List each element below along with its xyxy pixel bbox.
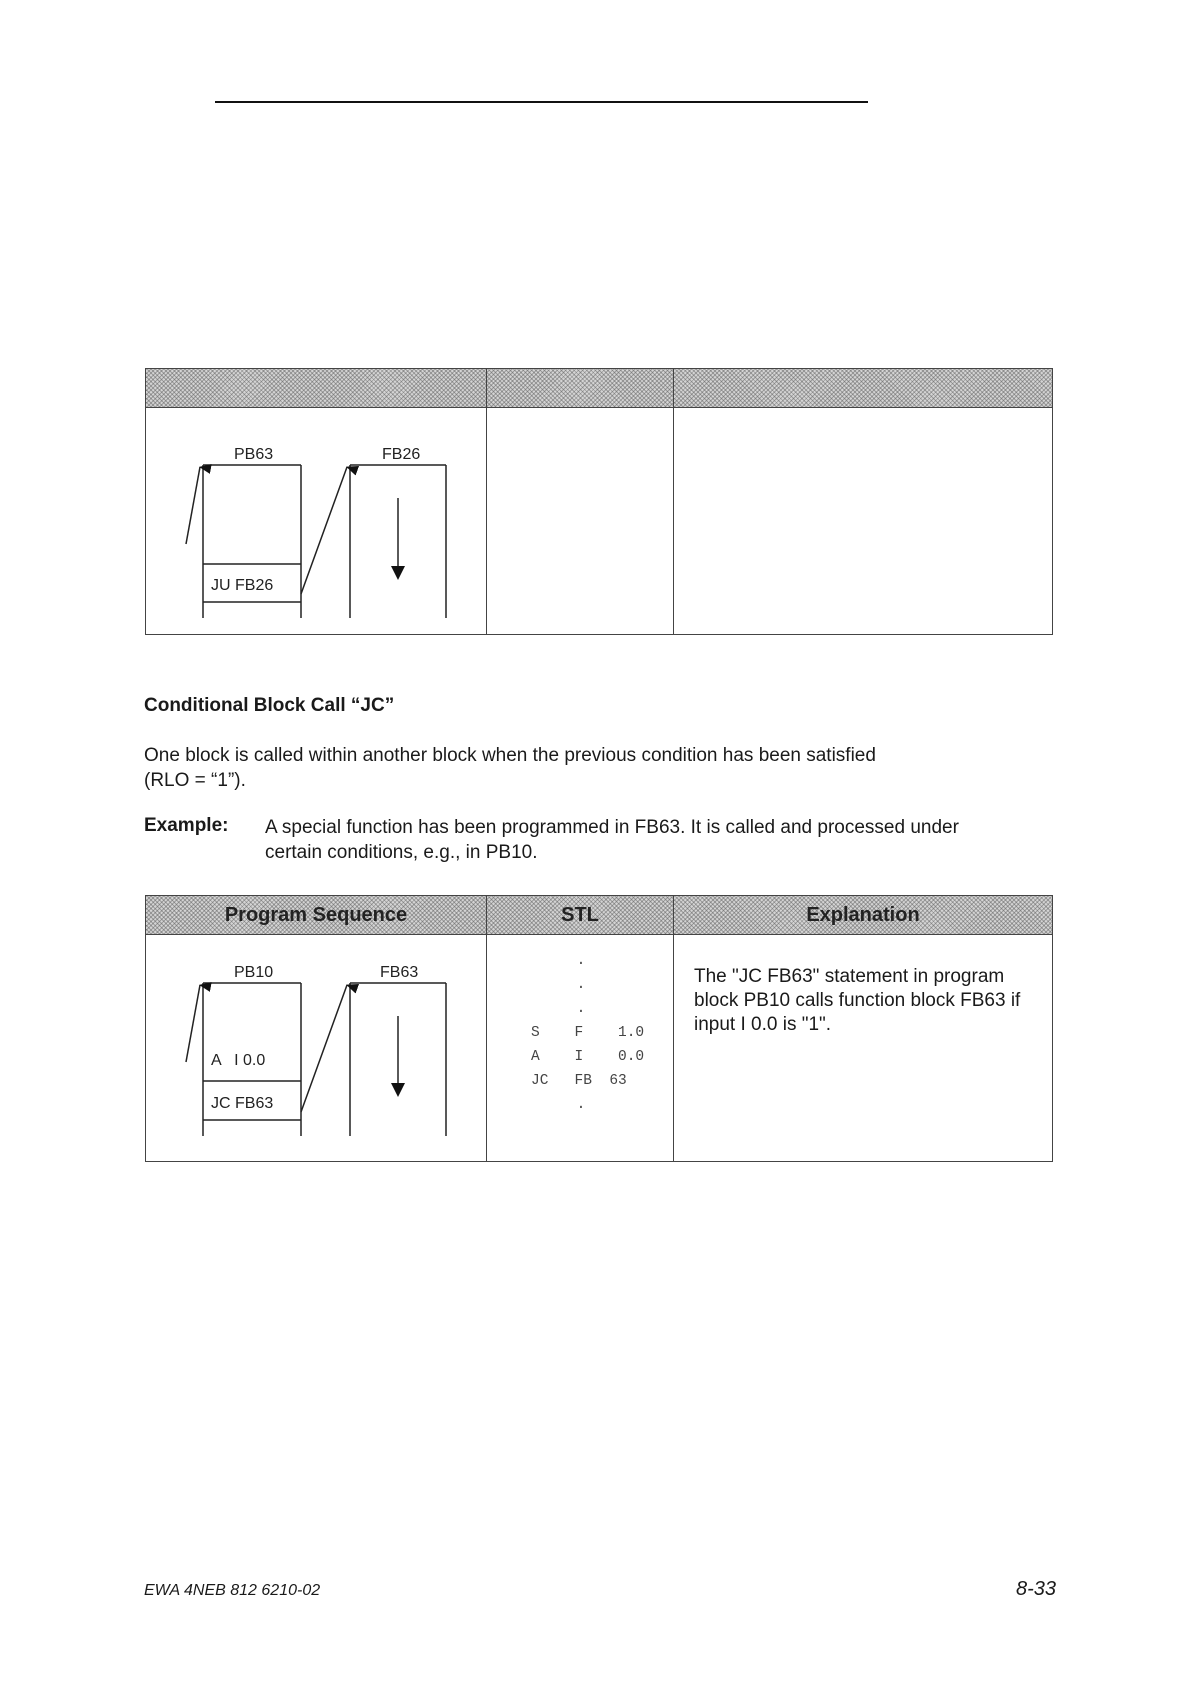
stl-line: . — [576, 977, 586, 993]
condition-statement: A I 0.0 — [211, 1052, 266, 1069]
process-arrow-head — [391, 1083, 405, 1097]
left-block-label: PB63 — [234, 446, 274, 463]
stl-line: . — [576, 953, 586, 969]
process-arrow-head — [391, 566, 405, 580]
stl-line: . — [576, 1001, 586, 1017]
stl-cell — [487, 408, 674, 635]
stl-listing — [487, 935, 673, 1117]
table-header-row — [146, 896, 1053, 935]
left-block-label: PB10 — [234, 964, 274, 981]
program-sequence-diagram-cell — [146, 935, 487, 1162]
block-call-table-2 — [145, 895, 1053, 1162]
header-stl: STL — [487, 896, 674, 935]
jump-arrow — [301, 467, 347, 594]
program-sequence-diagram-cell — [146, 408, 487, 635]
description-line: One block is called within another block when the previous condition has been satisfied — [144, 745, 876, 766]
header-explanation: Explanation — [674, 896, 1053, 935]
stl-line: . — [576, 1097, 586, 1113]
stl-line: S F 1.0 — [531, 1025, 645, 1041]
example-line: A special function has been programmed in FB63. It is called and processed under — [265, 817, 959, 838]
stl-cell — [487, 935, 674, 1162]
header-program-sequence — [146, 369, 487, 408]
section-heading: Conditional Block Call “JC” — [144, 695, 395, 716]
table-row — [146, 408, 1053, 635]
page-number: 8-33 — [1015, 1578, 1056, 1600]
example-text — [265, 815, 1065, 865]
top-rule — [215, 101, 868, 103]
block-call-table-1 — [145, 368, 1053, 635]
header-program-sequence: Program Sequence — [146, 896, 487, 935]
entry-arrow — [186, 467, 200, 544]
table-row — [146, 935, 1053, 1162]
section-description — [144, 743, 1064, 793]
explanation-cell — [674, 408, 1053, 635]
conditional-jump-diagram — [146, 935, 486, 1160]
jump-statement: JU FB26 — [211, 577, 274, 594]
example-label: Example: — [144, 815, 229, 836]
header-stl — [487, 369, 674, 408]
header-explanation — [674, 369, 1053, 408]
stl-line: JC FB 63 — [531, 1073, 627, 1089]
example-line: certain conditions, e.g., in PB10. — [265, 842, 538, 863]
jump-diagram — [146, 408, 486, 633]
entry-arrow — [186, 985, 200, 1062]
table-header-row — [146, 369, 1053, 408]
right-block-label: FB26 — [382, 446, 421, 463]
right-block-label: FB63 — [380, 964, 419, 981]
jump-statement: JC FB63 — [211, 1095, 274, 1112]
stl-line: A I 0.0 — [531, 1049, 645, 1065]
description-line: (RLO = “1”). — [144, 770, 246, 791]
jump-arrow — [301, 985, 347, 1112]
document-number: EWA 4NEB 812 6210-02 — [144, 1582, 321, 1599]
explanation-cell: The "JC FB63" statement in program block PB10 calls function block FB63 if input I 0.0 is "1". — [674, 935, 1053, 1162]
